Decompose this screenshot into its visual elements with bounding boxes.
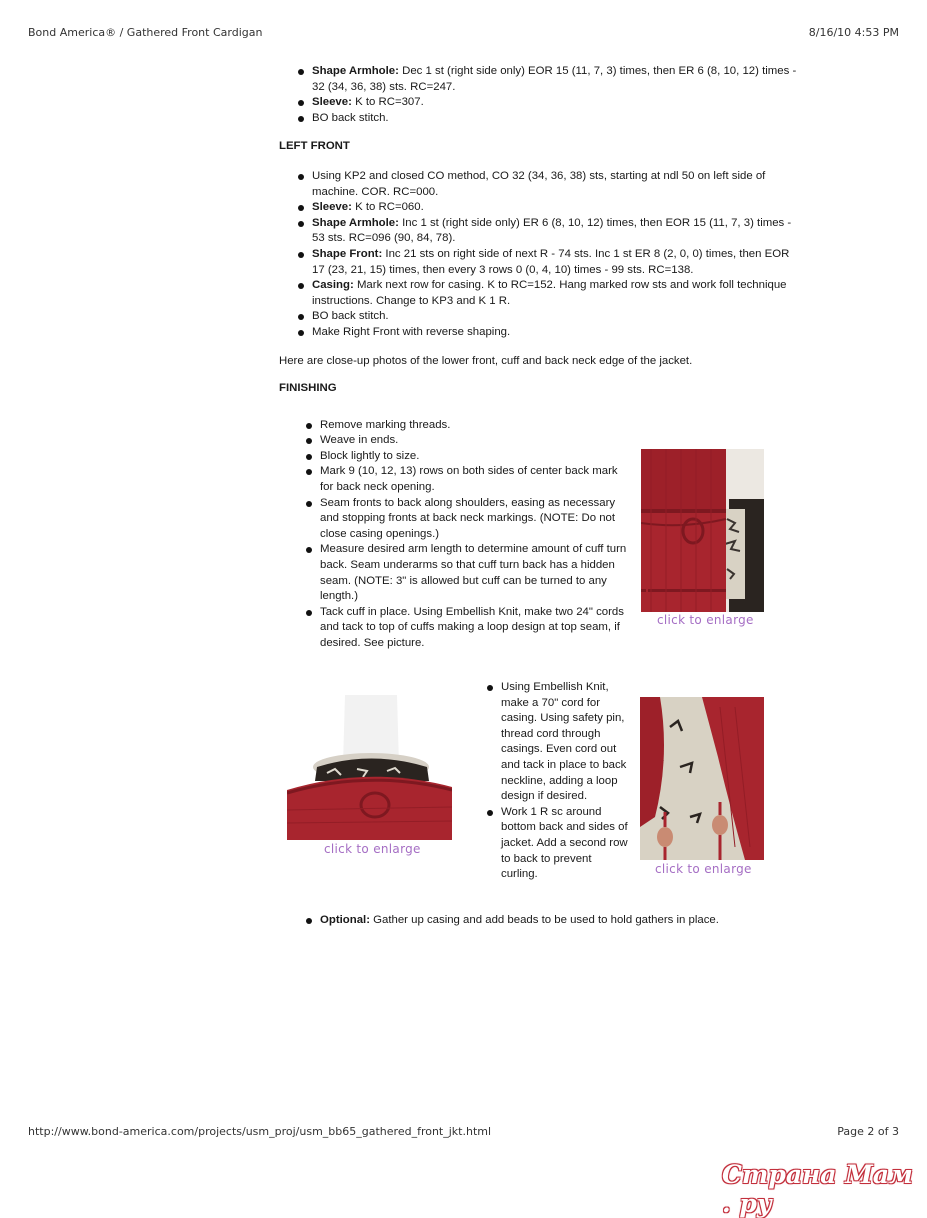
- cuff-photo-image: [641, 449, 764, 612]
- print-header-title: Bond America® / Gathered Front Cardigan: [28, 26, 263, 39]
- print-footer-url: http://www.bond-america.com/projects/usm_proj/usm_bb65_gathered_front_jkt.html: [28, 1125, 492, 1138]
- print-header-datetime: 8/16/10 4:53 PM: [808, 26, 899, 39]
- list-item: Work 1 R sc around bottom back and sides of jacket. Add a second row to back to prevent curling.: [468, 805, 628, 883]
- front-beads-photo[interactable]: [640, 697, 764, 860]
- list-item: Sleeve: K to RC=060.: [279, 200, 799, 216]
- list-item: Sleeve: K to RC=307.: [279, 95, 799, 111]
- list-item: Weave in ends.: [287, 433, 627, 449]
- finishing-list: [279, 418, 627, 652]
- click-to-enlarge-link[interactable]: click to enlarge: [657, 613, 754, 627]
- back-neck-photo[interactable]: [287, 695, 452, 840]
- list-item: BO back stitch.: [279, 111, 799, 127]
- closeup-note: Here are close-up photos of the lower front, cuff and back neck edge of the jacket.: [279, 354, 693, 367]
- list-item: Shape Armhole: Inc 1 st (right side only) ER 6 (8, 10, 12) times, then EOR 15 (11, 7, 3) times - 53 sts. RC=096 (90, 84, 78).: [279, 216, 799, 247]
- list-item: Measure desired arm length to determine amount of cuff turn back. Seam underarms so that cuff turn back has a hidden seam. (NOTE: 3" is allowed but cuff can be turned to any length.): [287, 542, 627, 604]
- left-front-heading: LEFT FRONT: [279, 140, 350, 153]
- list-item: Make Right Front with reverse shaping.: [279, 325, 799, 341]
- cuff-photo[interactable]: [641, 449, 764, 612]
- list-item: Block lightly to size.: [287, 449, 627, 465]
- back-neck-photo-image: [287, 695, 452, 840]
- armhole-list: [279, 64, 799, 126]
- list-item: Mark 9 (10, 12, 13) rows on both sides of center back mark for back neck opening.: [287, 464, 627, 495]
- list-item: BO back stitch.: [279, 309, 799, 325]
- list-item: Optional: Gather up casing and add beads to be used to hold gathers in place.: [287, 913, 787, 929]
- finishing-heading: FINISHING: [279, 382, 337, 395]
- list-item: Using KP2 and closed CO method, CO 32 (34, 36, 38) sts, starting at ndl 50 on left side of machine. COR. RC=000.: [279, 169, 799, 200]
- list-item: Shape Front: Inc 21 sts on right side of next R - 74 sts. Inc 1 st ER 8 (2, 0, 0) times, then EOR 17 (23, 21, 15) times, then every 3 rows 0 (0, 4, 10) times - 99 sts. RC=138.: [279, 247, 799, 278]
- list-item: Casing: Mark next row for casing. K to RC=152. Hang marked row sts and work foll technique instructions. Change to KP3 and K 1 R.: [279, 278, 799, 309]
- list-item: Seam fronts to back along shoulders, easing as necessary and stopping fronts at back neck markings. (NOTE: Do not close casing openings.): [287, 496, 627, 543]
- optional-list: [287, 913, 787, 929]
- click-to-enlarge-link[interactable]: click to enlarge: [655, 862, 752, 876]
- list-item: Remove marking threads.: [287, 418, 627, 434]
- list-item: Tack cuff in place. Using Embellish Knit, make two 24" cords and tack to top of cuffs making a loop design at top seam, if desired. See picture.: [287, 605, 627, 652]
- left-front-list: [279, 169, 799, 341]
- front-beads-photo-image: [640, 697, 764, 860]
- cord-list: [468, 680, 628, 883]
- site-watermark: Страна Мам . ру: [722, 1160, 913, 1218]
- list-item: Using Embellish Knit, make a 70" cord for casing. Using safety pin, thread cord through casings. Even cord out and tack in place to back neckline, adding a loop design if desired.: [468, 680, 628, 805]
- list-item: Shape Armhole: Dec 1 st (right side only) EOR 15 (11, 7, 3) times, then ER 6 (8, 10, 12) times - 32 (34, 36, 38) sts. RC=247.: [279, 64, 799, 95]
- click-to-enlarge-link[interactable]: click to enlarge: [324, 842, 421, 856]
- print-footer-page: Page 2 of 3: [837, 1125, 899, 1138]
